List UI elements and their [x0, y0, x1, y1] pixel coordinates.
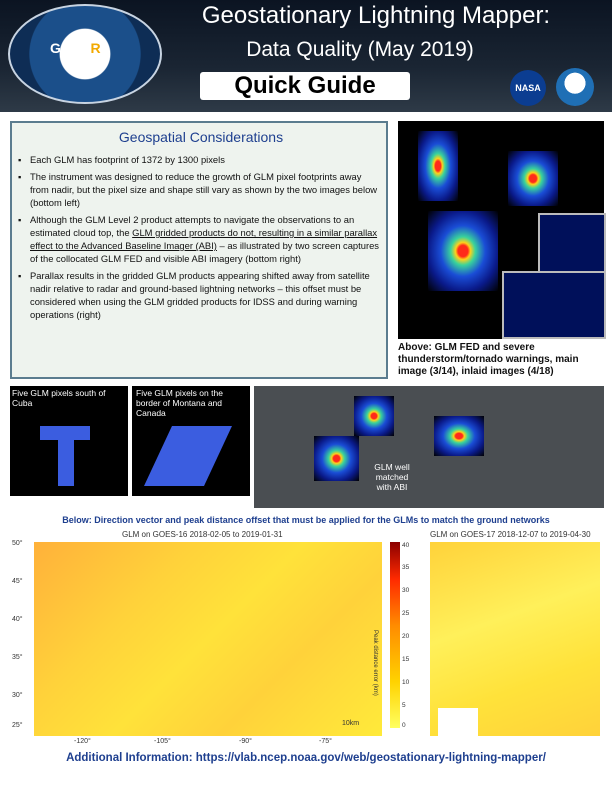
lat-tick: 40° — [12, 616, 23, 623]
underlined-text: GLM gridded products do not, resulting in a similar parallax effect to the Advanced Baseline Imager (ABI) — [30, 227, 378, 251]
lon-tick: -105° — [154, 738, 171, 745]
pixel-shape-t — [58, 426, 74, 486]
fed-cluster — [508, 151, 558, 206]
lat-tick: 45° — [12, 578, 23, 585]
goes17-offset-map — [426, 530, 604, 750]
goes-r-logo — [8, 4, 162, 104]
fed-cluster — [418, 131, 458, 201]
image-label: Five GLM pixels on the border of Montana and Canada — [136, 388, 223, 418]
colorbar-tick: 30 — [402, 587, 410, 594]
colorbar-tick: 40 — [402, 542, 410, 549]
heatmap-area — [430, 542, 600, 736]
noaa-logo — [556, 68, 594, 106]
heatmap-area — [34, 542, 382, 736]
image-label: GLM well matched with ABI — [374, 462, 410, 492]
bullet-item: ▪ Each GLM has footprint of 1372 by 1300 pixels — [18, 153, 380, 166]
lon-axis — [34, 738, 382, 748]
colorbar-tick: 25 — [402, 610, 410, 617]
colorbar — [390, 542, 400, 728]
fed-cluster — [314, 436, 359, 481]
chart-title: GLM on GOES-17 2018-12-07 to 2019-04-30 — [430, 530, 591, 539]
glm-abi-image — [254, 386, 604, 508]
fed-cluster — [354, 396, 394, 436]
masked-area — [438, 708, 478, 736]
colorbar-tick: 15 — [402, 656, 410, 663]
lon-tick: -75° — [319, 738, 332, 745]
caption-above: Above: GLM FED and severe thunderstorm/tornado warnings, main image (3/14), inlaid images (4/18) — [398, 342, 579, 377]
logo-text: GOESR — [50, 40, 101, 56]
header-banner — [0, 0, 612, 112]
chart-title: GLM on GOES-16 2018-02-05 to 2019-01-31 — [122, 530, 283, 539]
section-title: Geospatial Considerations — [118, 129, 284, 145]
lon-tick: -120° — [74, 738, 91, 745]
colorbar-tick: 5 — [402, 702, 406, 709]
bullet-item: ▪ Although the GLM Level 2 product attempts to navigate the observations to an estimated cloud top, the GLM gridded products do not, resulting in a similar parallax effect to the Advanced Baseline Imager (ABI) – as illustrated by two screen captures of the collocated GLM FED and visible ABI imagery (bottom right) — [18, 213, 380, 265]
fed-cluster — [434, 416, 484, 456]
quick-guide-title: Quick Guide — [200, 72, 410, 100]
colorbar-ticks — [402, 542, 416, 732]
bullet-list — [18, 153, 380, 325]
bullet-item: ▪ Parallax results in the gridded GLM products appearing shifted away from satellite nadir relative to radar and ground-based lightning networks – this offset must be considered when using the GLM gridded products for IDSS and during warning operations (right) — [18, 269, 380, 321]
colorbar-tick: 20 — [402, 633, 410, 640]
pixel-shape-z — [144, 426, 232, 486]
lat-tick: 35° — [12, 654, 23, 661]
lat-tick: 25° — [12, 722, 23, 729]
goes16-offset-map — [12, 530, 422, 750]
nasa-logo: NASA — [510, 70, 546, 106]
lat-axis — [12, 540, 32, 730]
colorbar-tick: 0 — [402, 722, 406, 729]
page-subtitle: Data Quality (May 2019) — [246, 38, 474, 61]
colorbar-tick: 10 — [402, 679, 410, 686]
lat-tick: 50° — [12, 540, 23, 547]
glm-pixels-cuba-image — [10, 386, 128, 496]
fed-cluster — [428, 211, 498, 291]
inset-image — [502, 271, 606, 339]
colorbar-label: Peak distance error (km) — [372, 630, 378, 696]
bullet-item: ▪ The instrument was designed to reduce the growth of GLM pixel footprints away from nadir, but the pixel size and shape still vary as shown by the two images below (bottom left) — [18, 170, 380, 209]
lon-tick: -90° — [239, 738, 252, 745]
glm-fed-warnings-image — [398, 121, 604, 339]
glm-pixels-montana-image — [132, 386, 250, 496]
page-title: Geostationary Lightning Mapper: — [201, 2, 551, 29]
lat-tick: 30° — [12, 692, 23, 699]
image-label: Five GLM pixels south of Cuba — [12, 388, 106, 408]
colorbar-tick: 35 — [402, 564, 410, 571]
geospatial-considerations-box — [10, 121, 388, 379]
scale-label: 10km — [342, 720, 360, 727]
below-caption: Below: Direction vector and peak distance offset that must be applied for the GLMs to match the ground networks — [62, 515, 550, 525]
additional-info-footer: Additional Information: https://vlab.ncep.noaa.gov/web/geostationary-lightning-mapper/ — [66, 752, 546, 764]
